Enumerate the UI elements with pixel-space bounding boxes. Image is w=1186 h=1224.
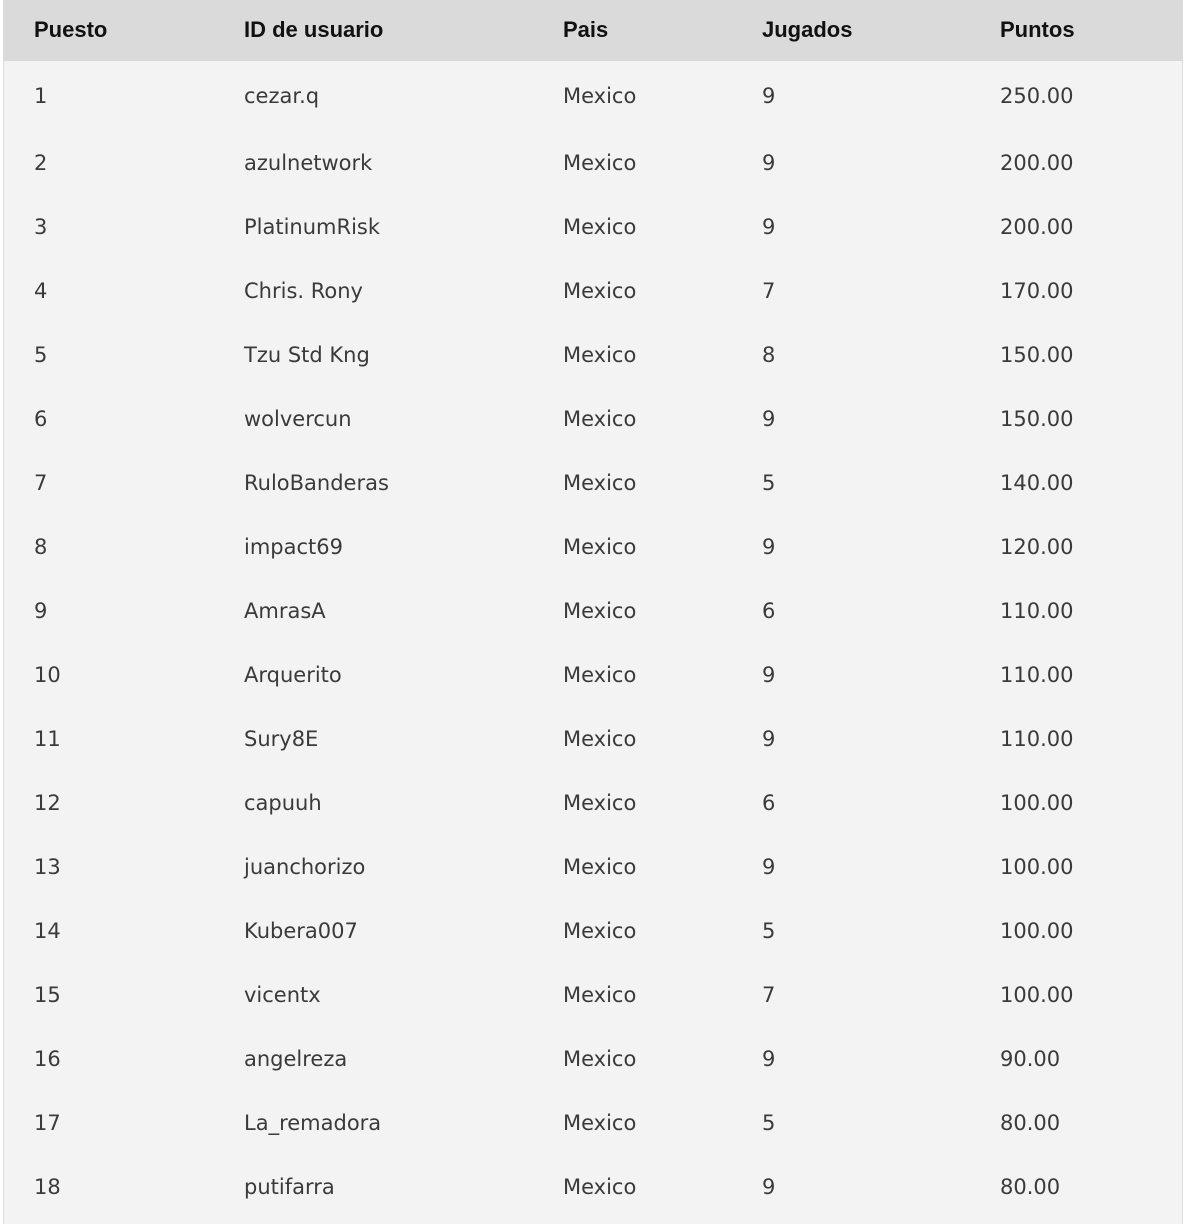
cell-played: 9 (762, 84, 776, 108)
cell-user-id: vicentx (244, 983, 321, 1007)
cell-user-id: Chris. Rony (244, 279, 363, 303)
cell-points: 140.00 (1000, 471, 1074, 495)
header-row (4, 0, 1182, 61)
cell-country: Mexico (563, 599, 637, 623)
cell-user-id: azulnetwork (244, 151, 373, 175)
cell-points: 100.00 (1000, 791, 1074, 815)
cell-points: 200.00 (1000, 151, 1074, 175)
cell-rank: 10 (34, 663, 61, 687)
cell-rank: 4 (34, 279, 48, 303)
cell-played: 9 (762, 1047, 776, 1071)
cell-country: Mexico (563, 151, 637, 175)
cell-rank: 2 (34, 151, 48, 175)
cell-rank: 18 (34, 1175, 61, 1199)
cell-user-id: PlatinumRisk (244, 215, 381, 239)
cell-points: 150.00 (1000, 407, 1074, 431)
cell-rank: 16 (34, 1047, 61, 1071)
cell-points: 170.00 (1000, 279, 1074, 303)
cell-rank: 1 (34, 84, 48, 108)
cell-user-id: juanchorizo (244, 855, 366, 879)
cell-played: 9 (762, 663, 776, 687)
table-row (4, 131, 1182, 195)
header-country[interactable]: Pais (563, 16, 609, 42)
table-row (4, 195, 1182, 259)
cell-played: 9 (762, 407, 776, 431)
cell-played: 9 (762, 151, 776, 175)
cell-country: Mexico (563, 279, 637, 303)
cell-points: 100.00 (1000, 983, 1074, 1007)
cell-user-id: Sury8E (244, 727, 319, 751)
cell-points: 250.00 (1000, 84, 1074, 108)
cell-played: 9 (762, 727, 776, 751)
table-body (4, 61, 1182, 1219)
cell-points: 110.00 (1000, 599, 1074, 623)
cell-rank: 11 (34, 727, 61, 751)
table-row (4, 579, 1182, 643)
cell-country: Mexico (563, 1047, 637, 1071)
cell-country: Mexico (563, 855, 637, 879)
cell-played: 8 (762, 343, 776, 367)
table-row (4, 835, 1182, 899)
cell-rank: 8 (34, 535, 48, 559)
cell-user-id: RuloBanderas (244, 471, 389, 495)
cell-points: 110.00 (1000, 727, 1074, 751)
cell-country: Mexico (563, 407, 637, 431)
cell-country: Mexico (563, 663, 637, 687)
cell-played: 9 (762, 1175, 776, 1199)
ranking-table (4, 0, 1182, 1219)
table-row (4, 387, 1182, 451)
table-row (4, 61, 1182, 131)
cell-played: 5 (762, 471, 776, 495)
cell-played: 6 (762, 599, 776, 623)
cell-user-id: angelreza (244, 1047, 348, 1071)
cell-points: 200.00 (1000, 215, 1074, 239)
cell-rank: 3 (34, 215, 48, 239)
cell-user-id: wolvercun (244, 407, 352, 431)
cell-rank: 17 (34, 1111, 61, 1135)
cell-played: 5 (762, 919, 776, 943)
cell-rank: 12 (34, 791, 61, 815)
table-row (4, 451, 1182, 515)
cell-rank: 14 (34, 919, 61, 943)
table-row (4, 707, 1182, 771)
cell-points: 80.00 (1000, 1175, 1061, 1199)
cell-user-id: impact69 (244, 535, 343, 559)
table-row (4, 515, 1182, 579)
cell-played: 5 (762, 1111, 776, 1135)
cell-country: Mexico (563, 535, 637, 559)
cell-rank: 15 (34, 983, 61, 1007)
cell-points: 100.00 (1000, 919, 1074, 943)
cell-user-id: Kubera007 (244, 919, 358, 943)
table-row (4, 259, 1182, 323)
cell-played: 9 (762, 535, 776, 559)
cell-points: 150.00 (1000, 343, 1074, 367)
cell-points: 80.00 (1000, 1111, 1061, 1135)
cell-points: 120.00 (1000, 535, 1074, 559)
cell-played: 7 (762, 279, 776, 303)
table-row (4, 1027, 1182, 1091)
cell-played: 9 (762, 215, 776, 239)
cell-rank: 9 (34, 599, 48, 623)
cell-rank: 7 (34, 471, 48, 495)
cell-country: Mexico (563, 791, 637, 815)
cell-user-id: putifarra (244, 1175, 335, 1199)
table-row (4, 899, 1182, 963)
cell-user-id: AmrasA (244, 599, 326, 623)
cell-country: Mexico (563, 84, 637, 108)
cell-rank: 5 (34, 343, 48, 367)
cell-country: Mexico (563, 727, 637, 751)
cell-user-id: Arquerito (244, 663, 342, 687)
cell-country: Mexico (563, 471, 637, 495)
cell-points: 110.00 (1000, 663, 1074, 687)
cell-country: Mexico (563, 1175, 637, 1199)
cell-points: 90.00 (1000, 1047, 1061, 1071)
cell-played: 7 (762, 983, 776, 1007)
header-points[interactable]: Puntos (1000, 16, 1075, 42)
cell-points: 100.00 (1000, 855, 1074, 879)
cell-played: 9 (762, 855, 776, 879)
cell-user-id: cezar.q (244, 84, 320, 108)
table-row (4, 1155, 1182, 1219)
header-user-id[interactable]: ID de usuario (244, 16, 384, 42)
cell-played: 6 (762, 791, 776, 815)
cell-user-id: La_remadora (244, 1111, 382, 1135)
cell-user-id: capuuh (244, 791, 322, 815)
cell-user-id: Tzu Std Kng (244, 343, 370, 367)
table-row (4, 323, 1182, 387)
cell-rank: 13 (34, 855, 61, 879)
cell-country: Mexico (563, 215, 637, 239)
cell-country: Mexico (563, 1111, 637, 1135)
header-rank[interactable]: Puesto (34, 16, 108, 42)
table-row (4, 963, 1182, 1027)
table-row (4, 771, 1182, 835)
table-row (4, 643, 1182, 707)
cell-rank: 6 (34, 407, 48, 431)
table-header (4, 0, 1182, 61)
header-played[interactable]: Jugados (762, 16, 853, 42)
cell-country: Mexico (563, 919, 637, 943)
cell-country: Mexico (563, 343, 637, 367)
cell-country: Mexico (563, 983, 637, 1007)
ranking-table-container (3, 0, 1183, 1224)
table-row (4, 1091, 1182, 1155)
